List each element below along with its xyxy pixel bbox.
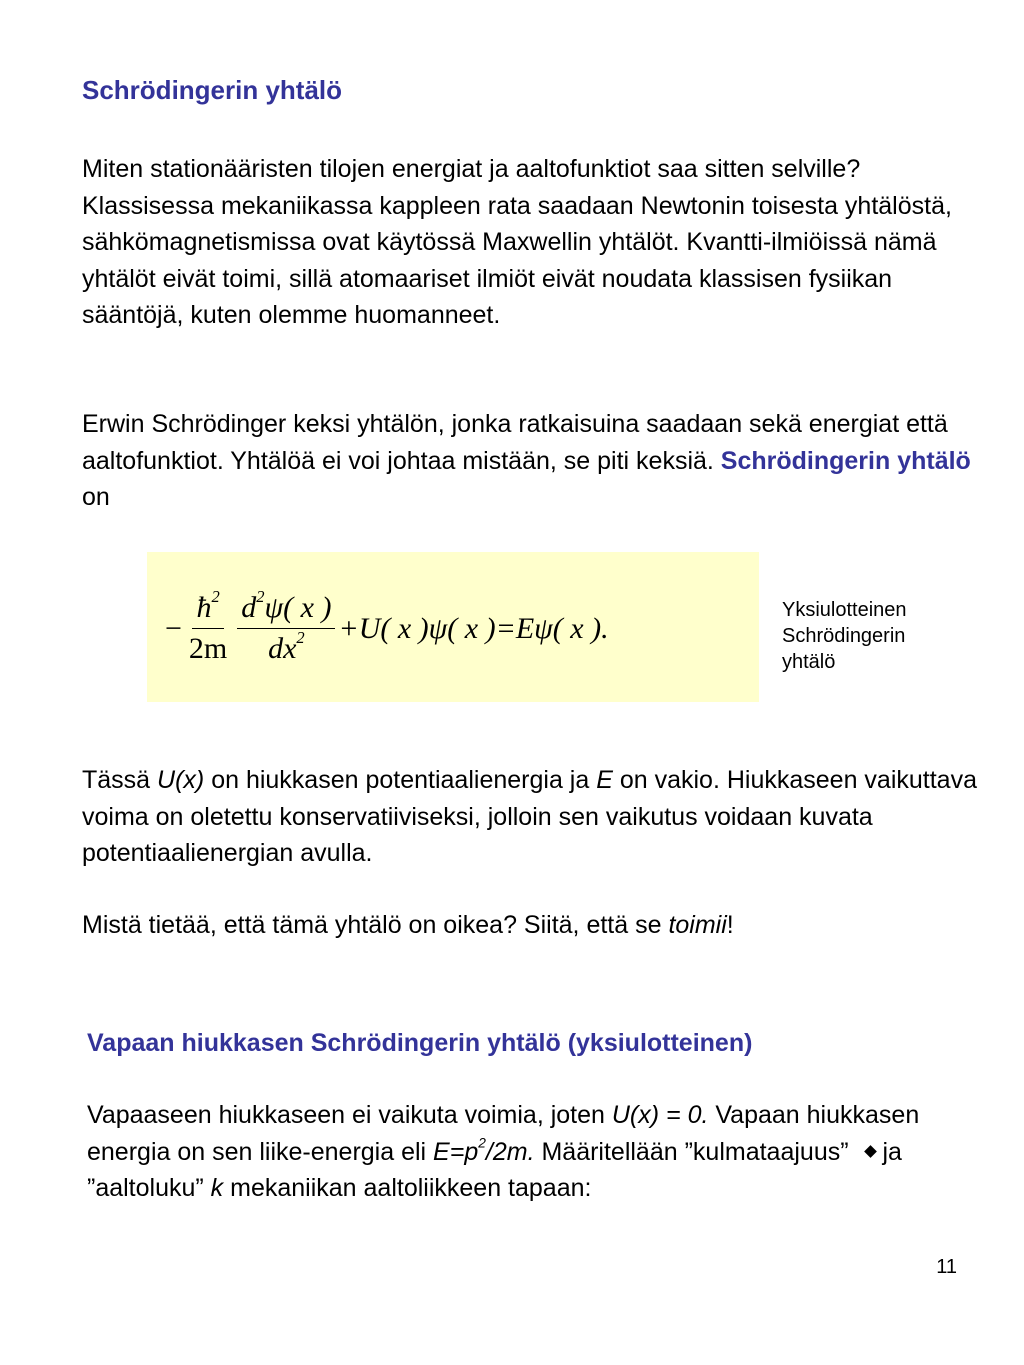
fraction-hbar-over-2m — [185, 587, 231, 667]
paragraph-free-particle — [87, 1097, 987, 1207]
paragraph-text: Vapaaseen hiukkaseen ei vaikuta voimia, joten — [87, 1101, 612, 1129]
energy-formula-part: /2m. — [485, 1137, 535, 1166]
equation-caption — [782, 597, 907, 675]
paragraph-text: ! — [726, 911, 734, 939]
paragraph-text: ja ”aaltoluku” — [87, 1137, 902, 1202]
symbol-e: E — [596, 766, 613, 794]
paragraph-text: Määritellään ”kulmataajuus” — [534, 1137, 856, 1166]
emphasis-text: toimii — [668, 911, 727, 939]
paragraph-text: mekaniikan aaltoliikkeen tapaan: — [223, 1174, 592, 1202]
dx-symbol: dx — [268, 632, 297, 665]
minus-sign: − — [165, 611, 182, 645]
symbol-u-zero: U(x) = 0. — [611, 1101, 709, 1129]
paragraph-text: on — [82, 483, 110, 511]
d-symbol: d — [241, 591, 257, 624]
fraction-denominator — [264, 629, 309, 667]
exponent: 2 — [211, 587, 220, 607]
paragraph-text: on vakio. Hiukkaseen vaikuttava voima on oletettu konservatiiviseksi, jolloin sen vaikutus voidaan kuvata potentiaalienergian avulla. — [82, 766, 977, 867]
paragraph-text: on hiukkasen potentiaalienergia ja — [204, 766, 597, 794]
equation-box — [147, 552, 759, 702]
fraction-denominator — [185, 629, 231, 667]
page-number: 11 — [936, 1256, 957, 1278]
section-title-free-particle: Vapaan hiukkasen Schrödingerin yhtälö (yksiulotteinen) — [87, 1029, 753, 1057]
exponent: 2 — [478, 1135, 486, 1151]
caption-line: Yksiulotteinen — [782, 599, 907, 621]
highlight-equation-name: Schrödingerin yhtälö — [720, 446, 971, 475]
caption-line: Schrödingerin — [782, 625, 906, 647]
section-title-schrodinger: Schrödingerin yhtälö — [82, 75, 343, 105]
caption-line: yhtälö — [782, 651, 836, 673]
exponent: 2 — [296, 628, 305, 648]
paragraph-text: Tässä — [82, 766, 158, 794]
fraction-second-derivative — [237, 587, 335, 667]
fraction-numerator — [192, 587, 223, 629]
energy-formula-part: E=p — [433, 1137, 479, 1166]
paragraph-text: Vapaan hiukkasen energia on sen liike-energia eli — [87, 1101, 920, 1166]
symbol-u-of-x: U(x) — [157, 766, 205, 794]
symbol-k: k — [210, 1174, 224, 1202]
hbar-symbol: ħ — [196, 591, 212, 624]
paragraph-text: Mistä tietää, että tämä yhtälö on oikea? Siitä, että se — [82, 911, 669, 939]
paragraph-why-correct — [82, 907, 982, 944]
paragraph-potential-energy — [82, 762, 982, 872]
psi-of-x: ψ( x ) — [264, 591, 332, 624]
energy-formula — [433, 1135, 535, 1166]
fraction-numerator — [237, 587, 335, 629]
paragraph-intro: Miten stationääristen tilojen energiat ja aaltofunktiot saa sitten selville? Klassisessa mekaniikassa kappleen rata saadaan Newtonin toisesta yhtälöstä, sähkömagnetismissa ovat käytössä Maxwellin yhtälöt. Kvantti-ilmiöissä nämä yhtälöt eivät toimi, sillä atomaariset ilmiöt eivät noudata klassisen fysiikan sääntöjä, kuten olemme huomanneet. — [82, 155, 952, 329]
exponent: 2 — [256, 587, 265, 607]
denominator-text: 2m — [188, 632, 228, 665]
paragraph-schrodinger-invention — [82, 406, 982, 516]
paragraph-text: Erwin Schrödinger keksi yhtälön, jonka ratkaisuina saadaan sekä energiat että aaltofunktiot. Yhtälöä ei voi johtaa mistään, se piti keksiä. — [82, 410, 948, 475]
equation-rest: +U( x )ψ( x )=Eψ( x ). — [338, 611, 609, 645]
diamond-icon — [864, 1146, 877, 1159]
schrodinger-equation — [165, 587, 609, 667]
